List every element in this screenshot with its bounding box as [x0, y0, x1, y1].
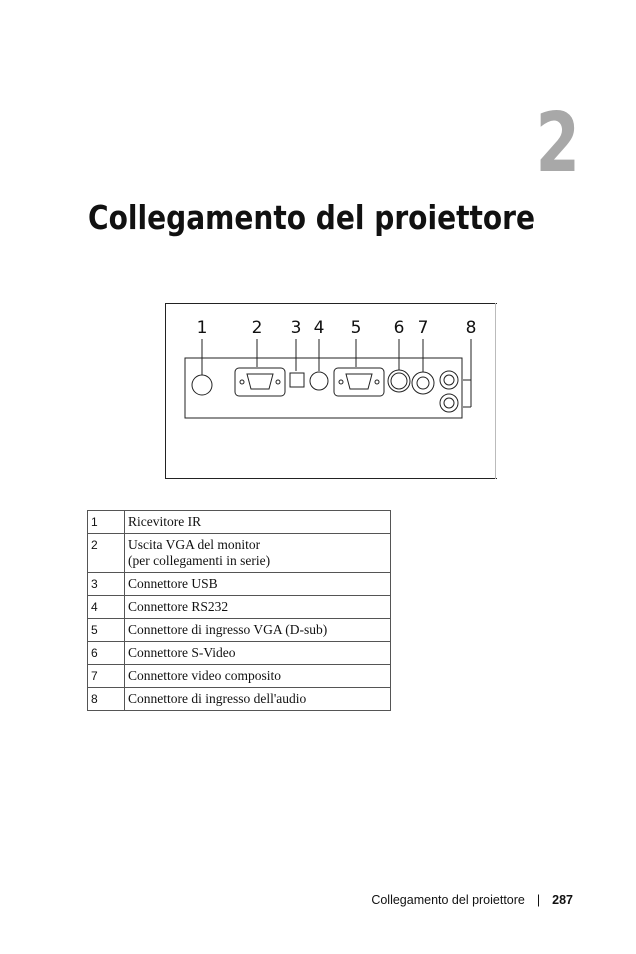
connector-description-line: Uscita VGA del monitor [128, 537, 261, 552]
connector-description: Connettore di ingresso VGA (D-sub) [125, 619, 391, 642]
table-row [88, 573, 391, 596]
callout-2: 2 [251, 318, 263, 338]
connector-description: Connettore di ingresso dell'audio [125, 688, 391, 711]
connector-number: 3 [88, 573, 125, 596]
connector-description: Connettore RS232 [125, 596, 391, 619]
callout-6: 6 [393, 318, 405, 338]
connector-number: 6 [88, 642, 125, 665]
callout-4: 4 [313, 318, 325, 338]
connector-description [125, 534, 391, 573]
table-row [88, 534, 391, 573]
page-number: 287 [552, 893, 573, 907]
callout-1: 1 [196, 318, 208, 338]
table-row [88, 642, 391, 665]
connector-number: 5 [88, 619, 125, 642]
connector-description: Connettore USB [125, 573, 391, 596]
connector-description: Connettore S-Video [125, 642, 391, 665]
connector-panel-figure [165, 303, 497, 479]
chapter-title: Collegamento del proiettore [88, 198, 536, 237]
table-row [88, 665, 391, 688]
callout-7: 7 [417, 318, 429, 338]
connector-number: 1 [88, 511, 125, 534]
connector-number: 7 [88, 665, 125, 688]
connector-number: 2 [88, 534, 125, 573]
page-footer [371, 893, 573, 907]
footer-separator: | [536, 893, 541, 907]
connector-description: Connettore video composito [125, 665, 391, 688]
table-row [88, 688, 391, 711]
callout-5: 5 [350, 318, 362, 338]
connector-description-line: (per collegamenti in serie) [128, 553, 271, 568]
table-row [88, 596, 391, 619]
callout-8: 8 [465, 318, 477, 338]
table-row [88, 511, 391, 534]
table-row [88, 619, 391, 642]
connector-number: 8 [88, 688, 125, 711]
connector-description: Ricevitore IR [125, 511, 391, 534]
footer-section-title: Collegamento del proiettore [371, 893, 525, 907]
connector-table [87, 510, 391, 711]
callout-3: 3 [290, 318, 302, 338]
chapter-number: 2 [535, 96, 580, 191]
connector-number: 4 [88, 596, 125, 619]
